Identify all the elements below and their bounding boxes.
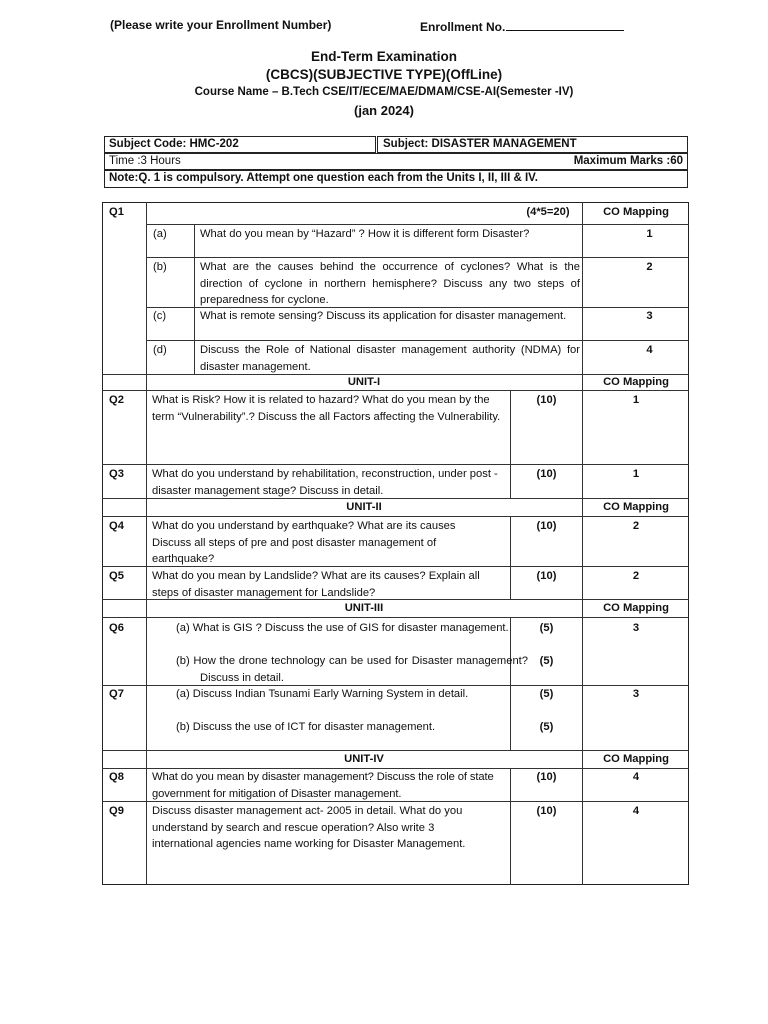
q1c-text: What is remote sensing? Discuss its application for disaster management.	[200, 310, 567, 322]
q1-marks: (4*5=20)	[526, 206, 570, 218]
note-text: Note:Q. 1 is compulsory. Attempt one question each from the Units I, II, III & IV.	[109, 172, 538, 184]
q1a-co: 1	[646, 228, 653, 240]
unit-3-co-header: CO Mapping	[603, 602, 669, 614]
q9-number: Q9	[109, 805, 124, 817]
time-label: Time :3 Hours	[109, 155, 181, 167]
unit-1-heading: UNIT-I	[347, 376, 381, 388]
q1a-text: What do you mean by “Hazard” ? How it is different form Disaster?	[200, 228, 530, 240]
time-box	[104, 153, 688, 170]
course-name: Course Name – B.Tech CSE/IT/ECE/MAE/DMAM/CSE-AI(Semester -IV)	[194, 86, 574, 98]
q6b-text: (b) How the drone technology can be used for Disaster management? Discuss in detail.	[176, 655, 528, 684]
subject-name: Subject: DISASTER MANAGEMENT	[383, 138, 577, 150]
row-line	[146, 224, 689, 225]
q7b-text: (b) Discuss the use of ICT for disaster management.	[176, 721, 436, 733]
q5-number: Q5	[109, 570, 124, 582]
q3-number: Q3	[109, 468, 124, 480]
q7-co: 3	[632, 688, 640, 700]
q3-marks: (10)	[536, 468, 557, 480]
enroll-field[interactable]	[420, 18, 624, 34]
q1b-co: 2	[646, 261, 653, 273]
table-divider-col2d	[510, 768, 511, 885]
unit-4-heading: UNIT-IV	[344, 753, 384, 765]
enroll-label: Enrollment No.	[420, 20, 506, 34]
unit-2-co-header: CO Mapping	[603, 501, 669, 513]
q8-text: What do you mean by disaster management? Discuss the role of state government for mitigation of Disaster management.	[152, 771, 494, 800]
q4-marks: (10)	[536, 520, 557, 532]
q7-number: Q7	[109, 688, 124, 700]
q5-text: What do you mean by Landslide? What are its causes? Explain all steps of disaster management for Landslide?	[152, 570, 480, 599]
q6-number: Q6	[109, 622, 124, 634]
q1-number: Q1	[109, 206, 124, 218]
q8-co: 4	[632, 771, 640, 783]
q2-co: 1	[632, 394, 640, 406]
row-line	[146, 257, 689, 258]
q1c-co: 3	[646, 310, 653, 322]
subject-code: Subject Code: HMC-202	[109, 138, 239, 150]
q7a-marks: (5)	[539, 688, 554, 700]
q8-number: Q8	[109, 771, 124, 783]
q5-co: 2	[632, 570, 640, 582]
q6-co: 3	[632, 622, 640, 634]
q4-text: What do you understand by earthquake? What are its causes Discuss all steps of pre and post disaster management of earthquake?	[152, 520, 456, 565]
q2-text: What is Risk? How it is related to hazard? What do you mean by the term “Vulnerability”.? Discuss the all Factors affecting the Vulnerability.	[152, 394, 501, 423]
q8-marks: (10)	[536, 771, 557, 783]
enroll-prompt: (Please write your Enrollment Number)	[110, 18, 332, 32]
q6b-marks: (5)	[539, 655, 554, 667]
q9-marks: (10)	[536, 805, 557, 817]
q2-number: Q2	[109, 394, 124, 406]
q4-co: 2	[632, 520, 640, 532]
q1b-label: (b)	[153, 261, 167, 273]
exam-title: End-Term Examination	[310, 49, 458, 64]
row-line	[102, 617, 689, 618]
q1b-text: What are the causes behind the occurrence of cyclones? What is the direction of cyclone in northern hemisphere? Discuss any two steps of preparedness for cyclone.	[200, 261, 580, 306]
note-box	[104, 170, 688, 188]
unit-2-heading: UNIT-II	[346, 501, 382, 513]
max-marks: Maximum Marks :60	[573, 155, 683, 167]
q1-co-header: CO Mapping	[603, 206, 669, 218]
unit-3-heading: UNIT-III	[344, 602, 384, 614]
exam-date: (jan 2024)	[354, 103, 414, 118]
table-divider-col1	[146, 202, 147, 885]
q2-marks: (10)	[536, 394, 557, 406]
q7a-text: (a) Discuss Indian Tsunami Early Warning System in detail.	[176, 688, 469, 700]
unit-1-co-header: CO Mapping	[603, 376, 669, 388]
q9-text: Discuss disaster management act- 2005 in detail. What do you understand by search and rescue operation? Also write 3 international agencies name working for Disaster Management.	[152, 805, 466, 850]
q9-co: 4	[632, 805, 640, 817]
q4-number: Q4	[109, 520, 124, 532]
q1c-label: (c)	[153, 310, 167, 322]
q1d-text: Discuss the Role of National disaster management authority (NDMA) for disaster management.	[200, 344, 580, 373]
row-line	[102, 516, 689, 517]
exam-type: (CBCS)(SUBJECTIVE TYPE)(OffLine)	[265, 67, 503, 82]
q7b-marks: (5)	[539, 721, 554, 733]
subject-box	[377, 136, 688, 153]
q1a-label: (a)	[153, 228, 167, 240]
q3-co: 1	[632, 468, 640, 480]
row-line	[102, 464, 689, 465]
q5-marks: (10)	[536, 570, 557, 582]
subject-code-box	[104, 136, 376, 153]
q6a-text: (a) What is GIS ? Discuss the use of GIS for disaster management.	[176, 622, 509, 634]
row-line	[146, 340, 689, 341]
unit-4-co-header: CO Mapping	[603, 753, 669, 765]
q6a-marks: (5)	[539, 622, 554, 634]
q3-text: What do you understand by rehabilitation, reconstruction, under post - disaster management stage? Discuss in detail.	[152, 468, 498, 497]
q1d-label: (d)	[153, 344, 167, 356]
q1d-co: 4	[646, 344, 653, 356]
enroll-blank[interactable]	[506, 18, 624, 31]
q1-label-divider	[194, 224, 195, 374]
